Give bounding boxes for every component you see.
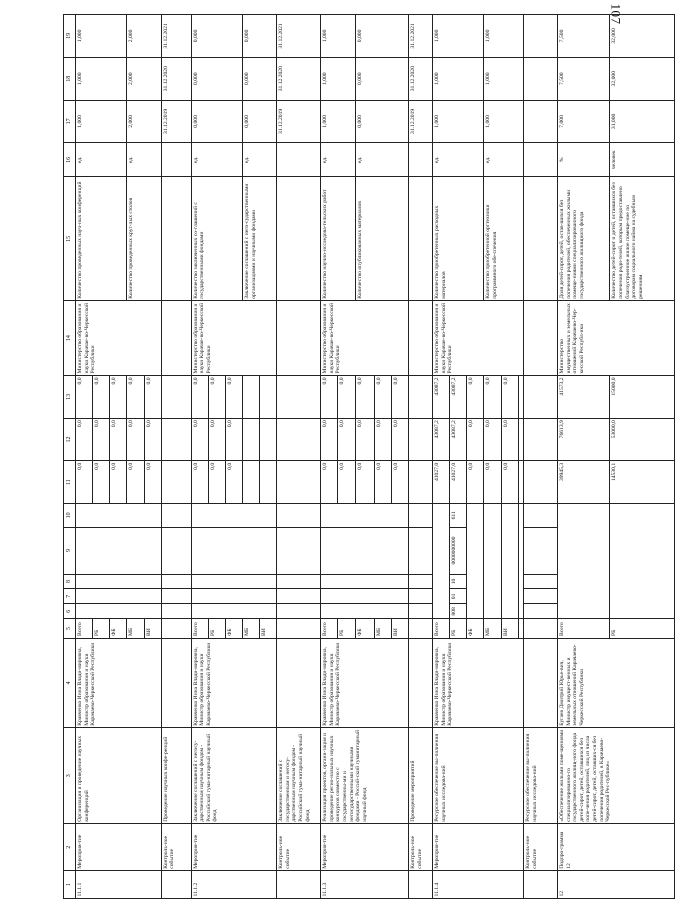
value: 1,000 xyxy=(433,15,484,58)
col-1: 1 xyxy=(64,871,76,899)
src-code: ФБ xyxy=(355,619,374,638)
src-code: Всего xyxy=(321,619,338,638)
indicator: Количество опубликованных материалов xyxy=(355,177,409,301)
budget-code: 01 xyxy=(450,589,467,604)
row-name: Ресурсное обеспечение вы-полнения научных исследова-ний xyxy=(523,728,557,824)
src-code: ВИ xyxy=(144,619,161,638)
sum-cell: 41573,2 xyxy=(557,375,609,418)
src-code: ВИ xyxy=(501,619,518,638)
row-12 xyxy=(557,15,609,899)
indicator: Заключение соглашений с него-сударственными организациями и научными фондами xyxy=(243,177,277,301)
col-19: 19 xyxy=(64,15,76,58)
value: 1,000 xyxy=(76,57,127,100)
sum-cell: 0,0 xyxy=(76,418,93,461)
event-date: 31.12.2020 xyxy=(409,57,433,100)
control-event-4 xyxy=(523,15,557,899)
value: 7,500 xyxy=(557,57,609,100)
sum-cell: 0,0 xyxy=(501,461,518,504)
sum-cell: 0,0 xyxy=(110,375,127,418)
row-name: Заключение соглашений с государственным и негосу-дарственным научным фондом - Российский гума-нитарный научный фонд xyxy=(277,728,321,824)
col-5: 5 xyxy=(64,619,76,638)
sum-cell: 0,0 xyxy=(225,418,242,461)
value: 1,000 xyxy=(321,57,355,100)
sum-cell: 0,0 xyxy=(225,461,242,504)
src-code: Всего xyxy=(433,619,450,638)
src-code: Всего xyxy=(76,619,93,638)
row-name: Реализация проектов, органи-зация и проведение регио-нальных научных конкурсов совместно с государственны-ми и негосударственными научными фондами - Россий-ский гуманитарный научный фонд xyxy=(321,728,409,824)
value: 2,000 xyxy=(127,100,161,143)
value: 0,000 xyxy=(191,15,242,58)
value: 2,000 xyxy=(127,57,161,100)
value: 1,000 xyxy=(321,15,355,58)
unit: ед. xyxy=(127,143,161,177)
event-date: 31.12.2021 xyxy=(277,15,321,58)
sum-cell: 76613,9 xyxy=(557,418,609,461)
event-date: 31.12.2019 xyxy=(409,100,433,143)
sum-cell: 0,0 xyxy=(355,375,374,418)
sum-cell: 0,0 xyxy=(391,418,408,461)
indicator: Количество проведенных науч-ных конференций xyxy=(76,177,127,301)
src-code: ФБ xyxy=(467,619,484,638)
col-14: 14 xyxy=(64,301,76,376)
value: 0,000 xyxy=(355,57,409,100)
value: 32,000 xyxy=(610,57,675,100)
src-code: РБ xyxy=(93,619,110,638)
col-16: 16 xyxy=(64,143,76,177)
sum-cell: 0,0 xyxy=(374,461,391,504)
indicator: Количество детей-сирот и детей, оставшихся без попечения роди-телей, которым предоставлено благоустроенное жилое помеще-ние по договорам социального найма на судебным решениям xyxy=(610,177,675,301)
budget-code: 808 xyxy=(450,604,467,619)
sum-cell: 0,0 xyxy=(484,418,501,461)
sum-cell: 0,0 xyxy=(127,375,144,418)
control-event-1 xyxy=(161,15,191,899)
sum-cell: 0,0 xyxy=(321,461,338,504)
sum-cell: 43087,2 xyxy=(433,375,450,418)
src-code: МБ xyxy=(374,619,391,638)
sum-cell: 0,0 xyxy=(76,461,93,504)
src-code: МБ xyxy=(127,619,144,638)
row-number: 11.1.1 xyxy=(76,871,162,899)
value: 1,000 xyxy=(76,100,127,143)
event-date: 31.12.2020 xyxy=(161,57,191,100)
value: 0,000 xyxy=(243,100,277,143)
col-17: 17 xyxy=(64,100,76,143)
sum-cell: 0,0 xyxy=(374,375,391,418)
sum-cell: 0,0 xyxy=(355,461,374,504)
row-number: 11.1.4 xyxy=(433,871,524,899)
unit: ед. xyxy=(484,143,524,177)
value: 0,000 xyxy=(191,100,242,143)
sum-cell: 0,0 xyxy=(484,375,501,418)
indicator: Количество проведенных круг-лых столов xyxy=(127,177,161,301)
sum-cell: 43087,2 xyxy=(450,418,467,461)
row-name: Заключение соглашений с негосу-дарственным научным фондом - Российский гума-нитарный научный фонд xyxy=(191,728,277,824)
sum-cell: 0,0 xyxy=(391,375,408,418)
row-11-1-4 xyxy=(433,15,450,899)
event-date: 31.12.2021 xyxy=(161,15,191,58)
sum-cell: 0,0 xyxy=(321,375,338,418)
sum-cell: 0,0 xyxy=(93,418,110,461)
row-number: 12 xyxy=(557,871,674,899)
src-code: Всего xyxy=(191,619,208,638)
src-code: РБ xyxy=(450,619,467,638)
sum-cell: 0,0 xyxy=(467,461,484,504)
row-name: Ресурсное обеспечение вы-полнения научных исследова-ний xyxy=(433,728,524,824)
value: 0,000 xyxy=(355,100,409,143)
budget-code: 10 xyxy=(450,574,467,589)
sum-cell: 0,0 xyxy=(467,418,484,461)
sum-cell: 0,0 xyxy=(127,461,144,504)
unit: ед. xyxy=(321,143,355,177)
row-type: Контроль-ное событие xyxy=(161,824,191,871)
event-date: 31.12.2020 xyxy=(277,57,321,100)
indicator: Количество приобретенной оргтехники программного обе-спечения xyxy=(484,177,524,301)
value: 0,000 xyxy=(355,15,409,58)
sum-cell: 53000,0 xyxy=(610,418,675,461)
row-number: 11.1.3 xyxy=(321,871,409,899)
row-name: Проведение научных конфе-ренций xyxy=(161,728,191,824)
src-code: МБ xyxy=(243,619,260,638)
col-11: 11 xyxy=(64,461,76,504)
control-event-2 xyxy=(277,15,321,899)
value: 1,000 xyxy=(433,57,484,100)
indicator: Доля детей-сирот, детей, остав-шихся без попечения родителей, обеспеченных жилыми помеще-ниями специализированного государственного жилищного фонда xyxy=(557,177,609,301)
row-11-1-2 xyxy=(191,15,208,899)
col-12: 12 xyxy=(64,418,76,461)
row-name: Проведение мероприятий xyxy=(409,728,433,824)
value: 1,000 xyxy=(484,57,524,100)
sum-cell: 0,0 xyxy=(225,375,242,418)
rotated-table-page xyxy=(63,14,675,899)
row-type: Контроль-ное событие xyxy=(277,824,321,871)
sum-cell: 39945,3 xyxy=(557,461,609,504)
col-18: 18 xyxy=(64,57,76,100)
row-11-1-3 xyxy=(321,15,338,899)
sum-cell: 0,0 xyxy=(144,375,161,418)
value: 2,000 xyxy=(127,15,161,58)
src-code: ФБ xyxy=(225,619,242,638)
col-10: 10 xyxy=(64,504,76,527)
event-date: 31.12.2019 xyxy=(161,100,191,143)
row-executor: Кравченко Инна Влади-мировна, Министр образования и науки Карачаево-Черкесской Республики xyxy=(433,638,524,728)
value: 0,000 xyxy=(243,15,277,58)
row-partner: Министерство образования и науки Карачае-во-Черкесской Республики xyxy=(191,301,277,376)
row-type: Подпро-грамма 12 xyxy=(557,824,674,871)
indicator: Количество научно-исследова-тельских работ xyxy=(321,177,355,301)
sum-cell: 0,0 xyxy=(76,375,93,418)
sum-cell: 0,0 xyxy=(484,461,501,504)
src-code: РБ xyxy=(610,619,675,638)
row-type: Мероприя-тие xyxy=(76,824,162,871)
sum-cell: 0,0 xyxy=(110,418,127,461)
row-partner: Министерство образования и науки Карачае-во-Черкесской Республики xyxy=(321,301,409,376)
sum-cell: 41027,0 xyxy=(450,461,467,504)
value: 1,000 xyxy=(484,15,524,58)
unit: ед. xyxy=(243,143,277,177)
value: 1,000 xyxy=(76,15,127,58)
page-number: 107 xyxy=(608,3,624,25)
row-11-1-1 xyxy=(76,15,93,899)
sum-cell: 0,0 xyxy=(93,461,110,504)
col-4: 4 xyxy=(64,638,76,728)
unit: ед. xyxy=(76,143,127,177)
indicator: Количество заключенных со-глашений с государственными фондами xyxy=(191,177,242,301)
sum-cell: 0,0 xyxy=(110,461,127,504)
sum-cell: 0,0 xyxy=(501,375,518,418)
unit: человек xyxy=(610,143,675,177)
src-code: РБ xyxy=(338,619,355,638)
header-row xyxy=(64,15,76,899)
row-name: «Обеспечение жилыми поме-щениями специализированно-го государственного жилищ-ного фонда детей-сирот, детей, оставшихся без попе-чения родителей, лиц из числа детей-сирот, детей, оставших-ся без попечения родителей, в Карачаево-Черкесской Рес-публике» xyxy=(557,728,674,824)
value: 0,000 xyxy=(191,57,242,100)
sum-cell: 0,0 xyxy=(501,418,518,461)
sum-cell: 14530,1 xyxy=(610,461,675,504)
row-type: Мероприя-тие xyxy=(191,824,277,871)
row-type: Контроль-ное событие xyxy=(409,824,433,871)
unit: ед. xyxy=(191,143,242,177)
budget-code: 611 xyxy=(450,504,467,527)
value: 1,000 xyxy=(321,100,355,143)
row-executor: Кравченко Инна Влади-мировна, Министр образования и науки Карачаево-Черкесской Республики xyxy=(321,638,409,728)
sum-cell: 0,0 xyxy=(144,461,161,504)
event-date: 31.12.2019 xyxy=(277,100,321,143)
row-partner: Министерство имущественных и земельных отношений Карачаево-Чер-кесской Республ-ики xyxy=(557,301,674,376)
indicator: Количество приобретенных расходных материалов xyxy=(433,177,484,301)
value: 7,500 xyxy=(557,15,609,58)
col-7: 7 xyxy=(64,589,76,604)
row-executor: Кравченко Инна Влади-мировна, Министр образования и науки Карачаево-Черкесской Республики xyxy=(191,638,277,728)
program-table xyxy=(63,14,675,899)
unit: ед. xyxy=(433,143,484,177)
sum-cell: 0,0 xyxy=(208,375,225,418)
control-event-3 xyxy=(409,15,433,899)
sum-cell: 0,0 xyxy=(208,418,225,461)
row-executor: Бугаев Дмитрий Юрье-вич, Министр имущест-венных и земельных отношений Карачаево-Черкесской Республики xyxy=(557,638,674,728)
col-6: 6 xyxy=(64,604,76,619)
src-code: ФБ xyxy=(110,619,127,638)
sum-cell: 0,0 xyxy=(321,418,338,461)
sum-cell: 0,0 xyxy=(93,375,110,418)
sum-cell: 0,0 xyxy=(467,375,484,418)
src-code: Всего xyxy=(557,619,609,638)
row-executor: Кравченко Инна Влади-мировна, Министр образования и науки Карачаево-Черкесской Республики xyxy=(76,638,162,728)
col-3: 3 xyxy=(64,728,76,824)
value: 32,000 xyxy=(610,15,675,58)
sum-cell: 43087,2 xyxy=(450,375,467,418)
sum-cell: 0,0 xyxy=(208,461,225,504)
src-code: ВИ xyxy=(260,619,277,638)
value: 1,000 xyxy=(484,100,524,143)
sum-cell: 15000,0 xyxy=(610,375,675,418)
value: 31,000 xyxy=(610,100,675,143)
sum-cell: 0,0 xyxy=(355,418,374,461)
value: 0,000 xyxy=(243,57,277,100)
sum-cell: 0,0 xyxy=(191,461,208,504)
sum-cell: 0,0 xyxy=(338,461,355,504)
row-type: Мероприя-тие xyxy=(433,824,524,871)
row-type: Контроль-ное событие xyxy=(523,824,557,871)
src-code: РБ xyxy=(208,619,225,638)
sum-cell: 43087,2 xyxy=(433,418,450,461)
event-date: 31.12.2021 xyxy=(409,15,433,58)
row-partner: Министерство образования и науки Карачае-во-Черкесской Республики xyxy=(76,301,162,376)
row-partner: Министерство образования и науки Карачае-во-Черкесской Республики xyxy=(433,301,524,376)
sum-cell: 0,0 xyxy=(191,375,208,418)
sum-cell: 0,0 xyxy=(144,418,161,461)
row-name: Организация и проведение научных конференций xyxy=(76,728,162,824)
sum-cell: 0,0 xyxy=(191,418,208,461)
unit: ед. xyxy=(355,143,409,177)
sum-cell: 0,0 xyxy=(374,418,391,461)
sum-cell: 0,0 xyxy=(127,418,144,461)
row-number: 11.1.2 xyxy=(191,871,277,899)
unit: % xyxy=(557,143,609,177)
row-type: Мероприя-тие xyxy=(321,824,409,871)
col-13: 13 xyxy=(64,375,76,418)
value: 1,000 xyxy=(433,100,484,143)
col-9: 9 xyxy=(64,527,76,574)
sum-cell: 0,0 xyxy=(338,418,355,461)
src-code: МБ xyxy=(484,619,501,638)
sum-cell: 0,0 xyxy=(338,375,355,418)
col-8: 8 xyxy=(64,574,76,589)
budget-code: 0000000000 xyxy=(450,527,467,574)
src-code: ВИ xyxy=(391,619,408,638)
col-15: 15 xyxy=(64,177,76,301)
sum-cell: 0,0 xyxy=(391,461,408,504)
sum-cell: 41027,0 xyxy=(433,461,450,504)
col-2: 2 xyxy=(64,824,76,871)
value: 7,000 xyxy=(557,100,609,143)
